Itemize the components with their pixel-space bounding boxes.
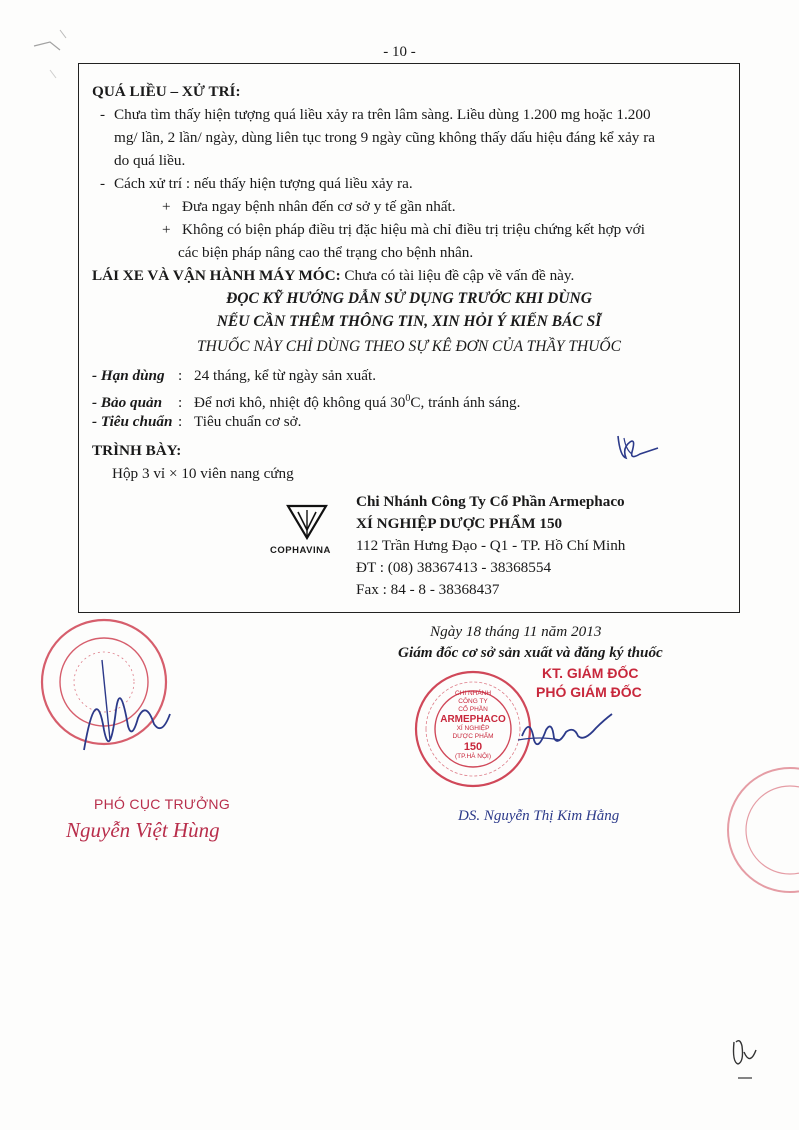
notice-ask-doctor: NẾU CẦN THÊM THÔNG TIN, XIN HỎI Ý KIẾN BÁC SĨ <box>216 313 602 330</box>
company-phone: ĐT : (08) 38367413 - 38368554 <box>356 559 552 576</box>
director-signature-icon <box>500 706 620 766</box>
page-number: - 10 - <box>383 44 416 60</box>
overdose-sub2: + Không có biện pháp điều trị đặc hiệu mà chỉ điều trị triệu chứng kết hợp với <box>162 221 645 238</box>
signature-title: Giám đốc cơ sở sản xuất và đăng ký thuốc <box>398 644 663 661</box>
spec-label: - Tiêu chuẩn <box>92 413 173 430</box>
overdose-sub1: + Đưa ngay bệnh nhân đến cơ sở y tế gần nhất. <box>162 198 456 215</box>
overdose-sub1-text: Đưa ngay bệnh nhân đến cơ sở y tế gần nhất. <box>182 198 456 215</box>
stamp-title-1: KT. GIÁM ĐỐC <box>542 665 639 681</box>
company-fax: Fax : 84 - 8 - 38368437 <box>356 581 500 598</box>
driving-heading: LÁI XE VÀ VẬN HÀNH MÁY MÓC: <box>92 267 341 284</box>
spec-standard <box>92 410 301 433</box>
authority-name: Nguyễn Việt Hùng <box>66 818 220 842</box>
spec-value-unit: C, tránh ánh sáng. <box>410 394 521 412</box>
overdose-sub2a-text: Không có biện pháp điều trị đặc hiệu mà chỉ điều trị triệu chứng kết hợp với <box>182 221 645 238</box>
signature-date: Ngày 18 tháng 11 năm 2013 <box>430 623 602 640</box>
seal-line: ARMEPHACO <box>440 714 506 725</box>
seal-line: CỔ PHẦN <box>458 706 488 713</box>
presentation-text: Hộp 3 vỉ × 10 viên nang cứng <box>112 465 294 482</box>
spec-label: - Bảo quản <box>92 394 163 412</box>
overdose-line3: do quá liều. <box>114 152 186 169</box>
presentation-heading: TRÌNH BÀY: <box>92 442 182 459</box>
cophavina-logo-icon <box>282 502 332 542</box>
director-name: DS. Nguyễn Thị Kim Hằng <box>458 808 620 824</box>
company-address: 112 Trần Hưng Đạo - Q1 - TP. Hồ Chí Minh <box>356 537 626 554</box>
seal-line: XÍ NGHIỆP <box>456 725 490 732</box>
notice-prescription-only: THUỐC NÀY CHỈ DÙNG THEO SỰ KÊ ĐƠN CỦA THẦY THUỐC <box>197 338 621 355</box>
company-name: Chi Nhánh Công Ty Cổ Phần Armephaco <box>356 493 625 510</box>
overdose-line4-text: Cách xử trí : nếu thấy hiện tượng quá liều xảy ra. <box>114 175 413 192</box>
cophavina-logo-text: COPHAVINA <box>270 545 331 556</box>
margin-scribble-icon <box>20 20 80 90</box>
overdose-sub2b: các biện pháp nâng cao thể trạng cho bệnh nhân. <box>178 244 474 261</box>
overdose-line4: - Cách xử trí : nếu thấy hiện tượng quá liều xảy ra. <box>100 175 413 192</box>
notice-read-instructions: ĐỌC KỸ HƯỚNG DẪN SỬ DỤNG TRƯỚC KHI DÙNG <box>226 290 592 307</box>
overdose-line2: mg/ lần, 2 lần/ ngày, dùng liên tục trong 9 ngày cũng không thấy dấu hiệu đáng kể xảy ra <box>114 129 655 146</box>
overdose-heading: QUÁ LIỀU – XỬ TRÍ: <box>92 83 241 100</box>
page-initial-mark-icon <box>728 1032 768 1088</box>
driving-text: Chưa có tài liệu đề cập về vấn đề này. <box>340 267 575 284</box>
spec-colon: : <box>178 394 183 412</box>
seal-line: (TP.HÀ NỘI) <box>455 753 491 760</box>
spec-value: 24 tháng, kể từ ngày sản xuất. <box>194 367 377 384</box>
spec-degree-sup: 0 <box>405 393 411 404</box>
overdose-line1-text: Chưa tìm thấy hiện tượng quá liều xảy ra trên lâm sàng. Liều dùng 1.200 mg hoặc 1.200 <box>114 106 651 123</box>
seal-line: 150 <box>463 741 483 753</box>
spec-shelf-life <box>92 364 376 387</box>
overdose-line1: - Chưa tìm thấy hiện tượng quá liều xảy ra trên lâm sàng. Liều dùng 1.200 mg hoặc 1.200 <box>100 106 651 123</box>
seal-line: CHI NHÁNH <box>454 690 492 697</box>
authority-signature-icon <box>76 640 176 770</box>
seal-inner-text <box>440 690 506 761</box>
spec-colon: : <box>178 413 183 430</box>
spec-value: Để nơi khô, nhiệt độ không quá 30 <box>194 394 406 412</box>
stamp-title-2: PHÓ GIÁM ĐỐC <box>536 684 642 700</box>
partial-seal-icon <box>690 760 799 900</box>
seal-line: CÔNG TY <box>458 698 488 705</box>
spec-colon: : <box>178 367 183 384</box>
initials-mark-icon <box>612 428 662 468</box>
driving-line <box>92 264 574 287</box>
company-factory: XÍ NGHIỆP DƯỢC PHẨM 150 <box>356 515 563 532</box>
seal-line: DƯỢC PHẨM <box>452 733 494 740</box>
authority-title: PHÓ CỤC TRƯỞNG <box>94 796 231 812</box>
spec-value: Tiêu chuẩn cơ sở. <box>194 413 302 430</box>
spec-label: - Hạn dùng <box>92 367 165 384</box>
